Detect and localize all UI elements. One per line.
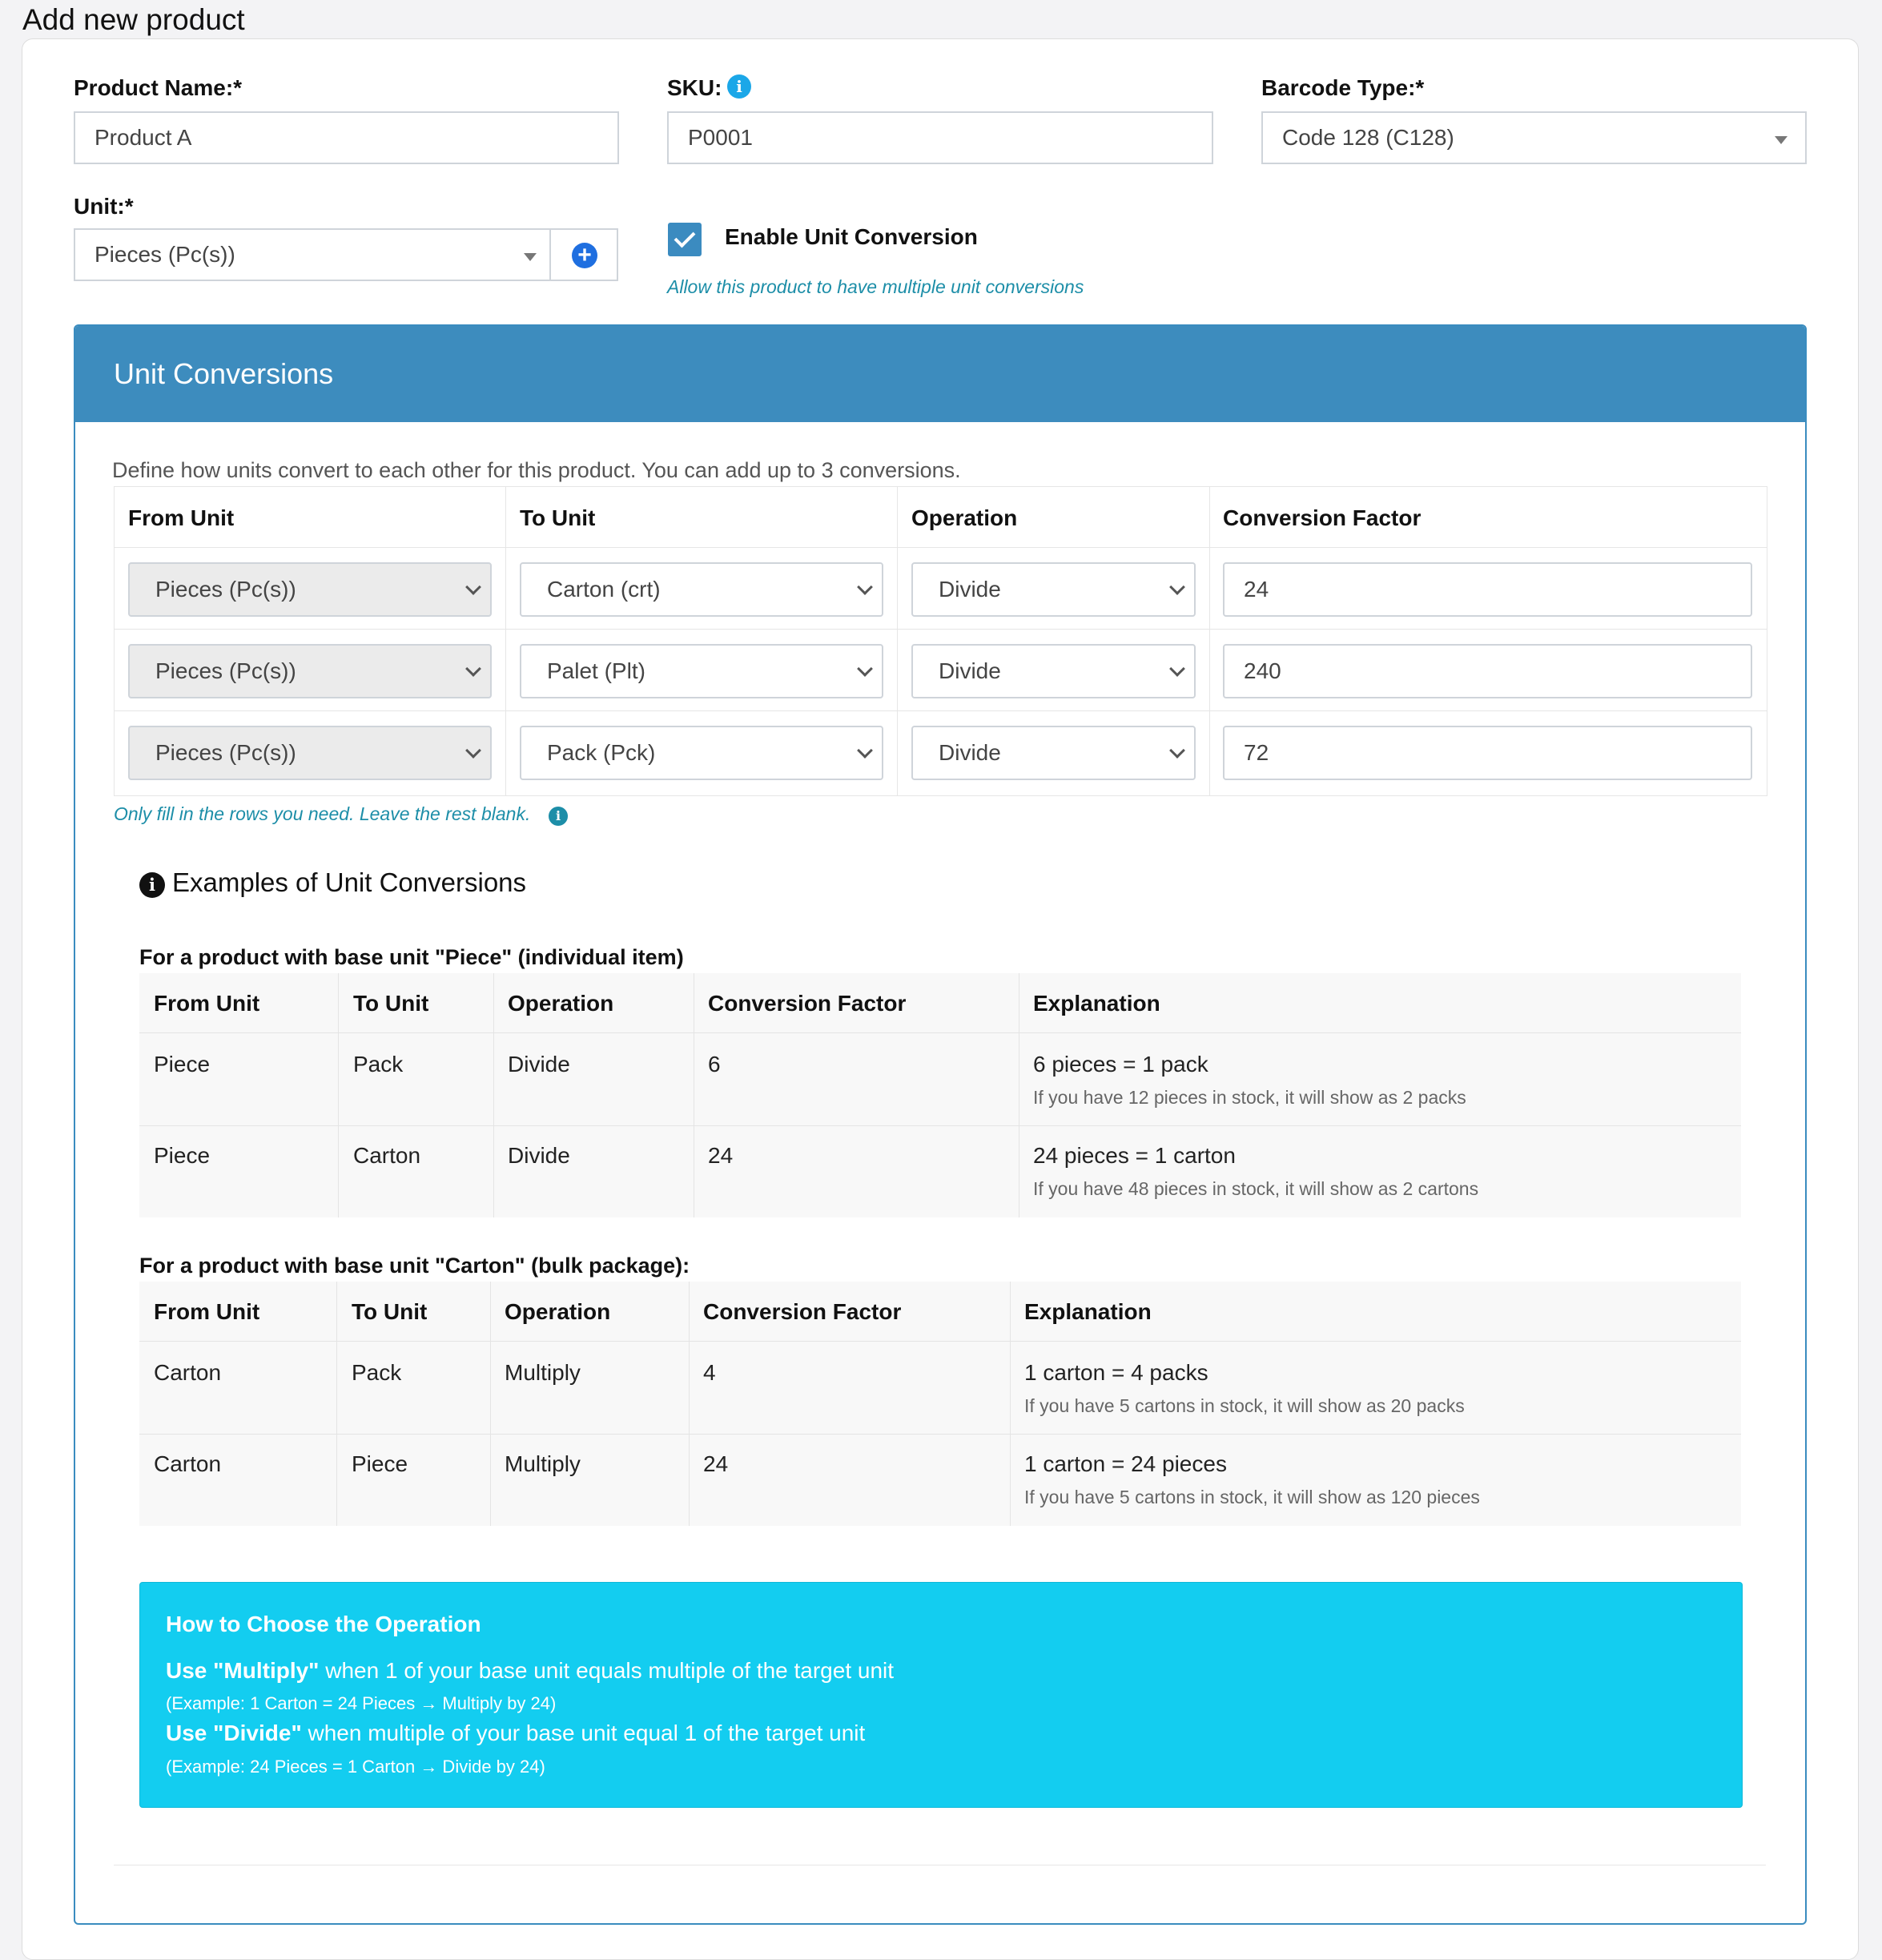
col-header-operation: Operation: [911, 505, 1018, 530]
carton-section-title: For a product with base unit "Carton" (bulk package):: [139, 1254, 690, 1278]
table-cell: 6 pieces = 1 pack: [1033, 1052, 1208, 1077]
col-header-conversion-factor: Conversion Factor: [1223, 505, 1422, 530]
table-cell: 6: [708, 1052, 721, 1077]
sku-label: SKU:: [667, 75, 722, 100]
barcode-type-select[interactable]: [1261, 111, 1807, 164]
row2-factor-input[interactable]: 240: [1223, 644, 1752, 698]
piece-examples-table: [139, 973, 1741, 1217]
sku-input[interactable]: P0001: [667, 111, 1213, 164]
enable-unit-conversion-label: Enable Unit Conversion: [725, 224, 978, 249]
row3-operation-value: Divide: [939, 740, 1001, 765]
chevron-down-icon: [1169, 579, 1185, 595]
table-cell-detail: If you have 5 cartons in stock, it will show as 120 pieces: [1024, 1487, 1480, 1507]
table-cell: Carton: [154, 1360, 222, 1385]
plus-icon: +: [572, 243, 597, 268]
header-operation: Operation: [508, 991, 614, 1016]
callout-title: How to Choose the Operation: [166, 1612, 481, 1636]
chevron-down-icon: [1169, 743, 1185, 759]
barcode-type-label: Barcode Type:*: [1261, 75, 1425, 100]
row2-to-unit-select[interactable]: [520, 644, 883, 698]
callout-multiply-example: (Example: 1 Carton = 24 Pieces → Multiply by 24): [166, 1693, 557, 1713]
table-cell: Piece: [154, 1052, 211, 1077]
callout-divide-line: [166, 1721, 865, 1746]
chevron-down-icon: [857, 661, 873, 677]
row3-from-unit-select: [128, 726, 492, 780]
row1-operation-value: Divide: [939, 577, 1001, 602]
row1-to-unit-value: Carton (crt): [547, 577, 661, 602]
callout-multiply-text: when 1 of your base unit equals multiple of the target unit: [325, 1658, 895, 1683]
row2-from-unit-value: Pieces (Pc(s)): [155, 658, 296, 683]
table-cell: Divide: [508, 1143, 570, 1168]
col-header-from-unit: From Unit: [128, 505, 235, 530]
chevron-down-icon: [857, 743, 873, 759]
row1-from-unit-value: Pieces (Pc(s)): [155, 577, 296, 602]
col-header-to-unit: To Unit: [520, 505, 596, 530]
row3-from-unit-value: Pieces (Pc(s)): [155, 740, 296, 765]
chevron-down-icon: [1169, 661, 1185, 677]
row1-from-unit-select: [128, 562, 492, 617]
table-cell: 1 carton = 24 pieces: [1024, 1451, 1227, 1476]
table-cell: Piece: [352, 1451, 408, 1476]
info-icon[interactable]: i: [549, 807, 568, 826]
unit-select[interactable]: [74, 228, 551, 281]
table-cell: Carton: [154, 1451, 222, 1476]
enable-unit-conversion-checkbox[interactable]: [668, 223, 702, 256]
row2-to-unit-value: Palet (Plt): [547, 658, 645, 683]
product-name-input[interactable]: Product A: [74, 111, 619, 164]
header-explanation: Explanation: [1024, 1299, 1152, 1324]
header-from-unit: From Unit: [154, 1299, 260, 1324]
table-cell: Multiply: [505, 1451, 581, 1476]
row1-to-unit-select[interactable]: [520, 562, 883, 617]
chevron-down-icon: [857, 579, 873, 595]
examples-title: Examples of Unit Conversions: [172, 867, 527, 897]
row1-factor-input[interactable]: 24: [1223, 562, 1752, 617]
chevron-down-icon: [524, 253, 537, 261]
info-circle-icon: i: [139, 872, 165, 898]
unit-value: Pieces (Pc(s)): [95, 242, 235, 267]
page-title: Add new product: [22, 3, 245, 36]
row3-to-unit-select[interactable]: [520, 726, 883, 780]
table-cell: Carton: [353, 1143, 421, 1168]
product-name-label: Product Name:*: [74, 75, 243, 100]
header-to-unit: To Unit: [353, 991, 429, 1016]
table-cell-detail: If you have 5 cartons in stock, it will show as 20 packs: [1024, 1395, 1465, 1416]
header-from-unit: From Unit: [154, 991, 260, 1016]
row2-operation-select[interactable]: [911, 644, 1196, 698]
callout-multiply-line: [166, 1658, 894, 1684]
callout-divide-text: when multiple of your base unit equal 1 of the target unit: [308, 1721, 866, 1745]
chevron-down-icon: [465, 743, 481, 759]
table-cell-detail: If you have 48 pieces in stock, it will show as 2 cartons: [1033, 1178, 1479, 1199]
table-cell: 1 carton = 4 packs: [1024, 1360, 1208, 1385]
table-cell: 4: [703, 1360, 716, 1385]
table-cell-detail: If you have 12 pieces in stock, it will show as 2 packs: [1033, 1087, 1466, 1108]
conversions-hint: Only fill in the rows you need. Leave the rest blank.: [114, 803, 531, 824]
table-cell: 24 pieces = 1 carton: [1033, 1143, 1236, 1168]
how-to-choose-callout: [139, 1582, 1743, 1808]
table-cell: Pack: [352, 1360, 402, 1385]
row1-operation-select[interactable]: [911, 562, 1196, 617]
callout-divide-example: (Example: 24 Pieces = 1 Carton → Divide by 24): [166, 1757, 545, 1777]
unit-label: Unit:*: [74, 194, 134, 219]
row2-operation-value: Divide: [939, 658, 1001, 683]
header-to-unit: To Unit: [352, 1299, 428, 1324]
table-cell: 24: [703, 1451, 729, 1476]
panel-header: [75, 326, 1805, 422]
panel-title: Unit Conversions: [114, 357, 334, 390]
enable-unit-conversion-hint: Allow this product to have multiple unit conversions: [667, 276, 1084, 297]
chevron-down-icon: [465, 661, 481, 677]
row2-from-unit-select: [128, 644, 492, 698]
header-conversion-factor: Conversion Factor: [708, 991, 907, 1016]
row3-factor-input[interactable]: 72: [1223, 726, 1752, 780]
row3-to-unit-value: Pack (Pck): [547, 740, 656, 765]
table-cell: Pack: [353, 1052, 404, 1077]
chevron-down-icon: [465, 579, 481, 595]
table-cell: Divide: [508, 1052, 570, 1077]
table-cell: 24: [708, 1143, 734, 1168]
add-unit-button[interactable]: [549, 228, 618, 281]
callout-divide-strong: Use "Divide": [166, 1721, 302, 1745]
chevron-down-icon: [1775, 136, 1787, 144]
barcode-type-value: Code 128 (C128): [1282, 125, 1454, 150]
table-cell: Multiply: [505, 1360, 581, 1385]
sku-info-icon[interactable]: i: [727, 74, 751, 99]
header-operation: Operation: [505, 1299, 611, 1324]
row3-operation-select[interactable]: [911, 726, 1196, 780]
carton-examples-table: [139, 1282, 1741, 1526]
piece-section-title: For a product with base unit "Piece" (individual item): [139, 945, 684, 969]
callout-multiply-strong: Use "Multiply": [166, 1658, 320, 1683]
header-conversion-factor: Conversion Factor: [703, 1299, 902, 1324]
conversions-description: Define how units convert to each other for this product. You can add up to 3 conversions.: [112, 458, 961, 482]
table-cell: Piece: [154, 1143, 211, 1168]
header-explanation: Explanation: [1033, 991, 1160, 1016]
